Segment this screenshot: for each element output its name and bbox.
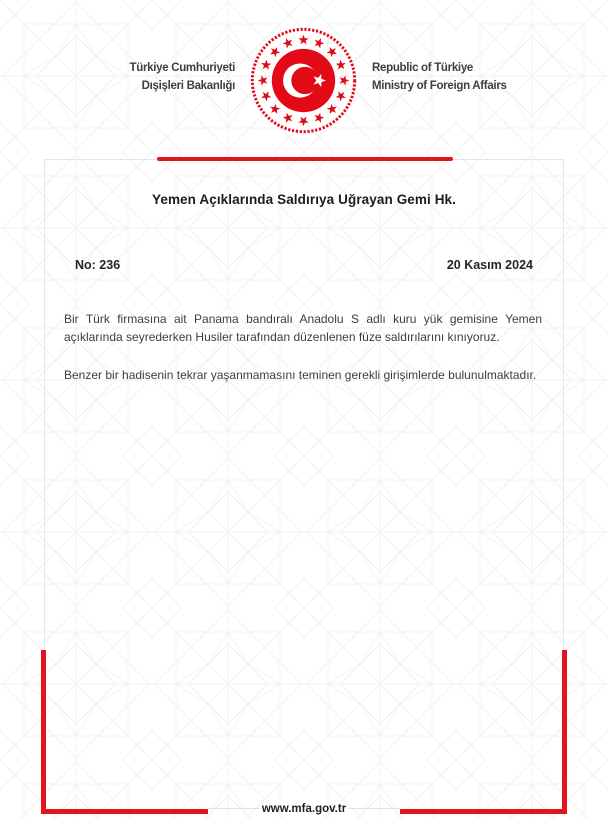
card-border-left (44, 159, 45, 650)
card-border-right (563, 159, 564, 650)
paragraph: Bir Türk firmasına ait Panama bandıralı Anadolu S adlı kuru yük gemisine Yemen açıklarında seyrederken Husiler tarafından düzenlenen füze saldırılarını kınıyoruz. (64, 312, 542, 344)
ministry-name-en-line2: Ministry of Foreign Affairs (372, 80, 507, 92)
corner-bracket-right-horizontal (400, 809, 567, 814)
ministry-name-tr-line1: Türkiye Cumhuriyeti (129, 62, 235, 74)
ministry-name-tr-line2: Dışişleri Bakanlığı (141, 80, 235, 92)
ministry-name-english (372, 59, 507, 95)
paragraph: Benzer bir hadisenin tekrar yaşanmamasını teminen gerekli girişimlerde bulunulmaktadır. (64, 368, 537, 382)
turkiye-mfa-emblem-icon (245, 22, 362, 139)
corner-bracket-left-vertical (41, 650, 46, 814)
website-url: www.mfa.gov.tr (261, 803, 347, 815)
document-meta-row (75, 258, 533, 272)
document-date: 20 Kasım 2024 (446, 258, 533, 272)
document-number: No: 236 (75, 258, 121, 272)
corner-bracket-left-horizontal (41, 809, 208, 814)
ministry-name-turkish (130, 59, 236, 95)
document-title: Yemen Açıklarında Saldırıya Uğrayan Gemi Hk. (151, 192, 457, 207)
ministry-name-en-line1: Republic of Türkiye (372, 62, 474, 74)
document-body (64, 311, 542, 385)
red-divider-bar (157, 157, 453, 161)
corner-bracket-right-vertical (562, 650, 567, 814)
